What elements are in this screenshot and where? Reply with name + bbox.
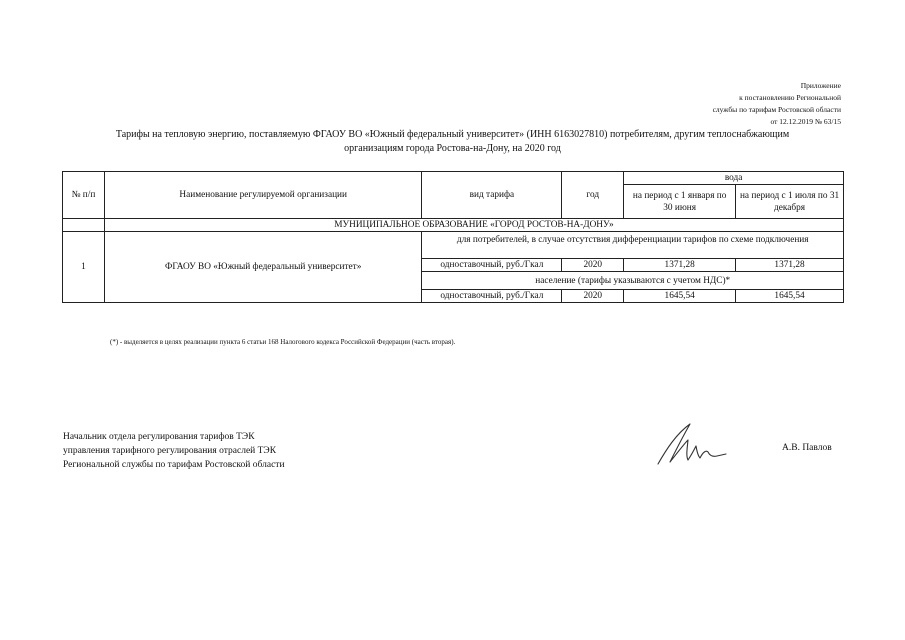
appendix-block: [713, 80, 841, 128]
organization-name: ФГАОУ ВО «Южный федеральный университет»: [104, 232, 422, 303]
appendix-line: службы по тарифам Ростовской области: [712, 105, 841, 114]
signer-line: управления тарифного регулирования отраслей ТЭК: [63, 446, 277, 456]
footnote: (*) - выделяется в целях реализации пункта 6 статьи 168 Налогового кодекса Российской Федерации (часть вторая).: [110, 338, 456, 346]
title-line: организациям города Ростова-на-Дону, на 2020 год: [344, 143, 561, 154]
document-title: [70, 128, 835, 156]
appendix-date: от 12.12.2019 № 63/15: [770, 117, 841, 126]
signer-line: Региональной службы по тарифам Ростовской области: [63, 460, 285, 470]
signature-icon: [650, 420, 740, 475]
appendix-line: Приложение: [800, 81, 841, 90]
header-water: вода: [624, 172, 844, 185]
municipality-cell: МУНИЦИПАЛЬНОЕ ОБРАЗОВАНИЕ «ГОРОД РОСТОВ-НА-ДОНУ»: [104, 219, 843, 232]
table-header-row: [63, 172, 844, 185]
tariff-type-cell: одноставочный, руб./Гкал: [422, 290, 562, 303]
signer-name: А.В. Павлов: [782, 443, 832, 453]
period-2-value: 1645,54: [736, 290, 844, 303]
header-period-2: на период с 1 июля по 31 декабря: [736, 185, 844, 219]
subheader-consumers: для потребителей, в случае отсутствия дифференциации тарифов по схеме подключения: [422, 232, 844, 259]
header-period-1: на период с 1 января по 30 июня: [624, 185, 736, 219]
period-1-value: 1371,28: [624, 259, 736, 272]
header-tariff-type: вид тарифа: [422, 172, 562, 219]
signer-line: Начальник отдела регулирования тарифов ТЭК: [63, 432, 255, 442]
tariff-table: [62, 171, 844, 303]
header-num: № п/п: [63, 172, 105, 219]
header-org: Наименование регулируемой организации: [104, 172, 422, 219]
empty-cell: [63, 219, 105, 232]
subheader-population: население (тарифы указываются с учетом НДС)*: [422, 272, 844, 290]
period-1-value: 1645,54: [624, 290, 736, 303]
appendix-line: к постановлению Региональной: [739, 93, 841, 102]
tariff-type-cell: одноставочный, руб./Гкал: [422, 259, 562, 272]
table-row: [63, 219, 844, 232]
table-row: [63, 232, 844, 259]
period-2-value: 1371,28: [736, 259, 844, 272]
year-cell: 2020: [562, 290, 624, 303]
title-line: Тарифы на тепловую энергию, поставляемую ФГАОУ ВО «Южный федеральный университет» (ИНН 6163027810) потребителям, другим теплоснабжающим: [115, 129, 790, 140]
year-cell: 2020: [562, 259, 624, 272]
header-year: год: [562, 172, 624, 219]
row-number: 1: [63, 232, 105, 303]
signer-position: [63, 430, 285, 472]
